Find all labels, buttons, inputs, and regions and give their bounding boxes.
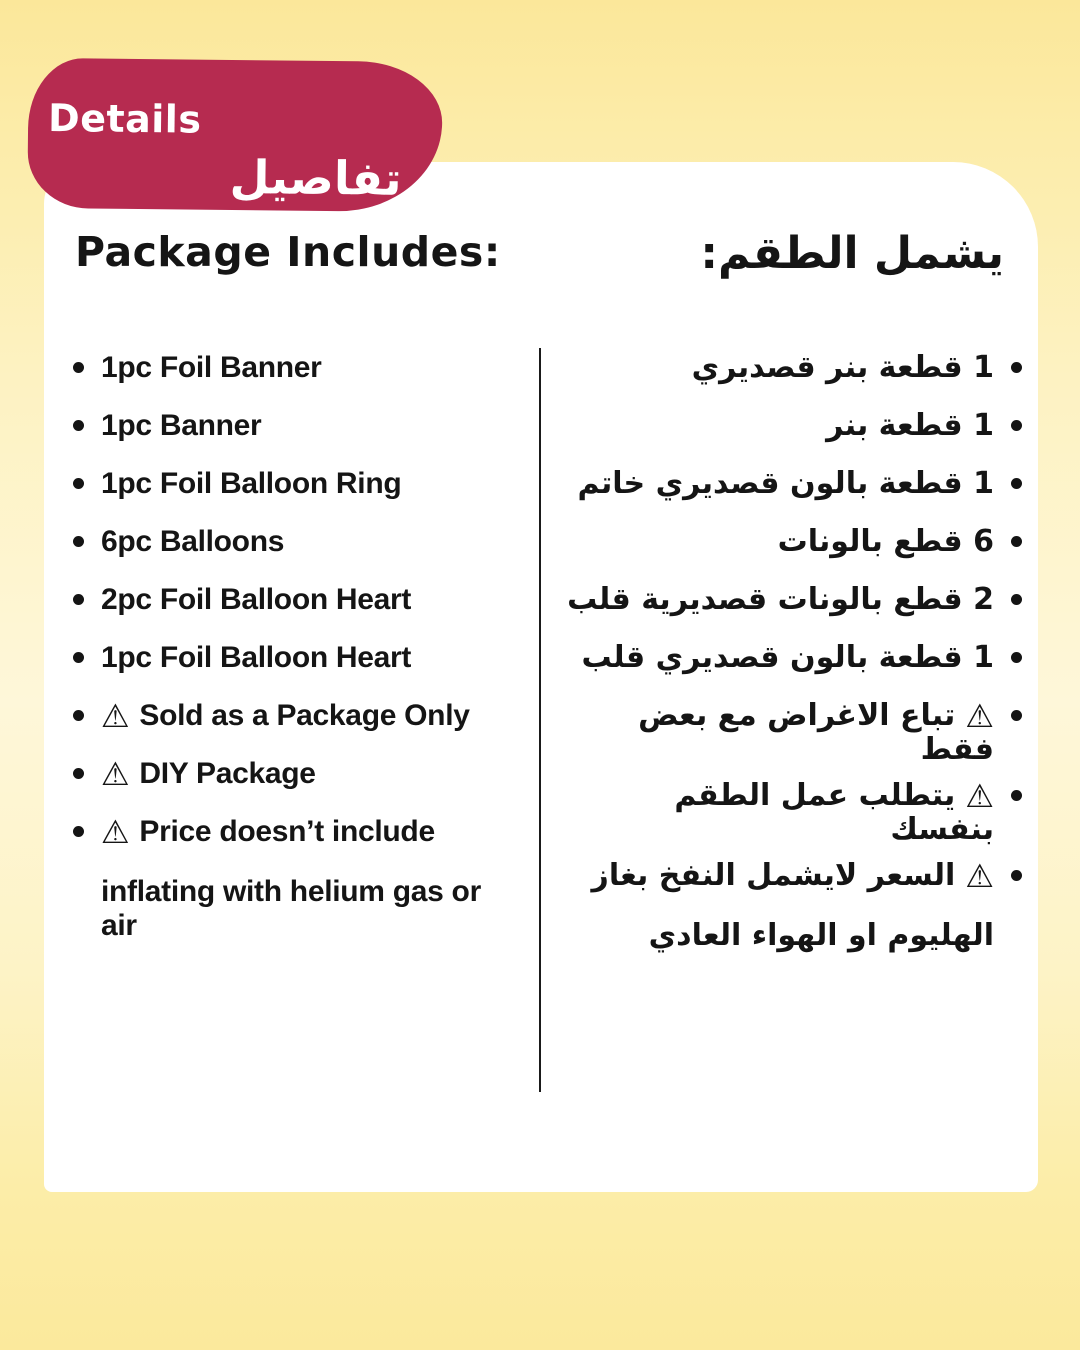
bullet-icon [1011, 536, 1022, 547]
list-item [73, 513, 521, 571]
item-text: Price doesn’t include [139, 815, 435, 848]
bullet-icon [1011, 870, 1022, 881]
bullet-icon [1011, 420, 1022, 431]
bullet-icon [73, 710, 84, 721]
warning-icon: ⚠ [101, 813, 130, 851]
item-text-block [101, 757, 316, 791]
item-text: 1pc Foil Banner [101, 351, 322, 384]
item-text-block [582, 641, 994, 675]
list-item [561, 397, 1022, 455]
item-text: Sold as a Package Only [139, 699, 470, 732]
bullet-icon [1011, 594, 1022, 605]
heading-english: Package Includes: [75, 228, 501, 276]
item-text: 6pc Balloons [101, 525, 285, 558]
warning-icon: ⚠ [101, 755, 130, 793]
list-item [561, 629, 1022, 687]
item-text-block [101, 641, 411, 675]
bullet-icon [1011, 710, 1022, 721]
list-item [561, 513, 1022, 571]
list-item [73, 571, 521, 629]
list-item [73, 397, 521, 455]
item-text-block [101, 409, 261, 443]
bullet-icon [73, 768, 84, 779]
badge-label-arabic: تفاصيل [229, 149, 402, 206]
bullet-icon [73, 826, 84, 837]
bullet-icon [73, 594, 84, 605]
list-item [73, 629, 521, 687]
item-text-block [101, 525, 284, 559]
item-text: 6 قطع بالونات [777, 524, 994, 559]
item-text: 1 قطعة بنر قصديري [691, 350, 994, 385]
item-text-block [561, 699, 994, 767]
package-list-arabic [541, 339, 1038, 953]
item-text: تباع الاغراض مع بعض فقط [638, 698, 994, 767]
badge-label-english: Details [47, 96, 202, 142]
item-text-block [578, 467, 995, 501]
bullet-icon [73, 652, 84, 663]
list-item [561, 571, 1022, 629]
item-text: 1 قطعة بالون قصديري قلب [581, 640, 994, 675]
item-text: 2 قطع بالونات قصديرية قلب [567, 582, 994, 617]
item-text: DIY Package [139, 757, 316, 790]
package-columns [44, 339, 1038, 953]
list-item [73, 455, 521, 513]
item-text-block [101, 699, 470, 733]
bullet-icon [73, 478, 84, 489]
bullet-icon [1011, 362, 1022, 373]
column-divider [539, 348, 541, 1092]
list-item [561, 847, 1022, 953]
list-item [561, 687, 1022, 767]
bullet-icon [73, 536, 84, 547]
item-text-block [592, 859, 994, 953]
details-badge [27, 58, 443, 212]
item-text-block [101, 467, 401, 501]
item-text: يتطلب عمل الطقم بنفسك [674, 778, 994, 847]
list-item [561, 455, 1022, 513]
item-text: 1pc Banner [101, 409, 262, 442]
item-text-block [778, 525, 994, 559]
item-text: 1 قطعة بنر [826, 408, 994, 443]
package-list-english [44, 339, 541, 953]
list-item [73, 687, 521, 745]
item-text-block [561, 779, 994, 847]
list-item [561, 767, 1022, 847]
details-card [44, 162, 1038, 1192]
list-item [73, 803, 521, 943]
item-text-block [101, 583, 411, 617]
bullet-icon [73, 420, 84, 431]
item-text-block [101, 815, 521, 943]
item-text: السعر لايشمل النفخ بغاز [591, 858, 956, 893]
item-text-line2: الهليوم او الهواء العادي [648, 918, 994, 953]
list-item [561, 339, 1022, 397]
bullet-icon [1011, 790, 1022, 801]
item-text-block [101, 351, 322, 385]
warning-icon: ⚠ [965, 697, 994, 735]
bullet-icon [73, 362, 84, 373]
item-text: 1pc Foil Balloon Heart [101, 641, 412, 674]
bullet-icon [1011, 652, 1022, 663]
warning-icon: ⚠ [101, 697, 130, 735]
item-text-block [826, 409, 994, 443]
item-text-line2: inflating with helium gas or air [101, 875, 481, 942]
item-text: 1 قطعة بالون قصديري خاتم [577, 466, 994, 501]
warning-icon: ⚠ [965, 777, 994, 815]
list-item [73, 745, 521, 803]
item-text: 1pc Foil Balloon Ring [101, 467, 402, 500]
warning-icon: ⚠ [965, 857, 994, 895]
list-item [73, 339, 521, 397]
item-text-block [567, 583, 994, 617]
heading-arabic: يشمل الطقم: [700, 228, 1004, 279]
bullet-icon [1011, 478, 1022, 489]
item-text-block [692, 351, 994, 385]
item-text: 2pc Foil Balloon Heart [101, 583, 412, 616]
